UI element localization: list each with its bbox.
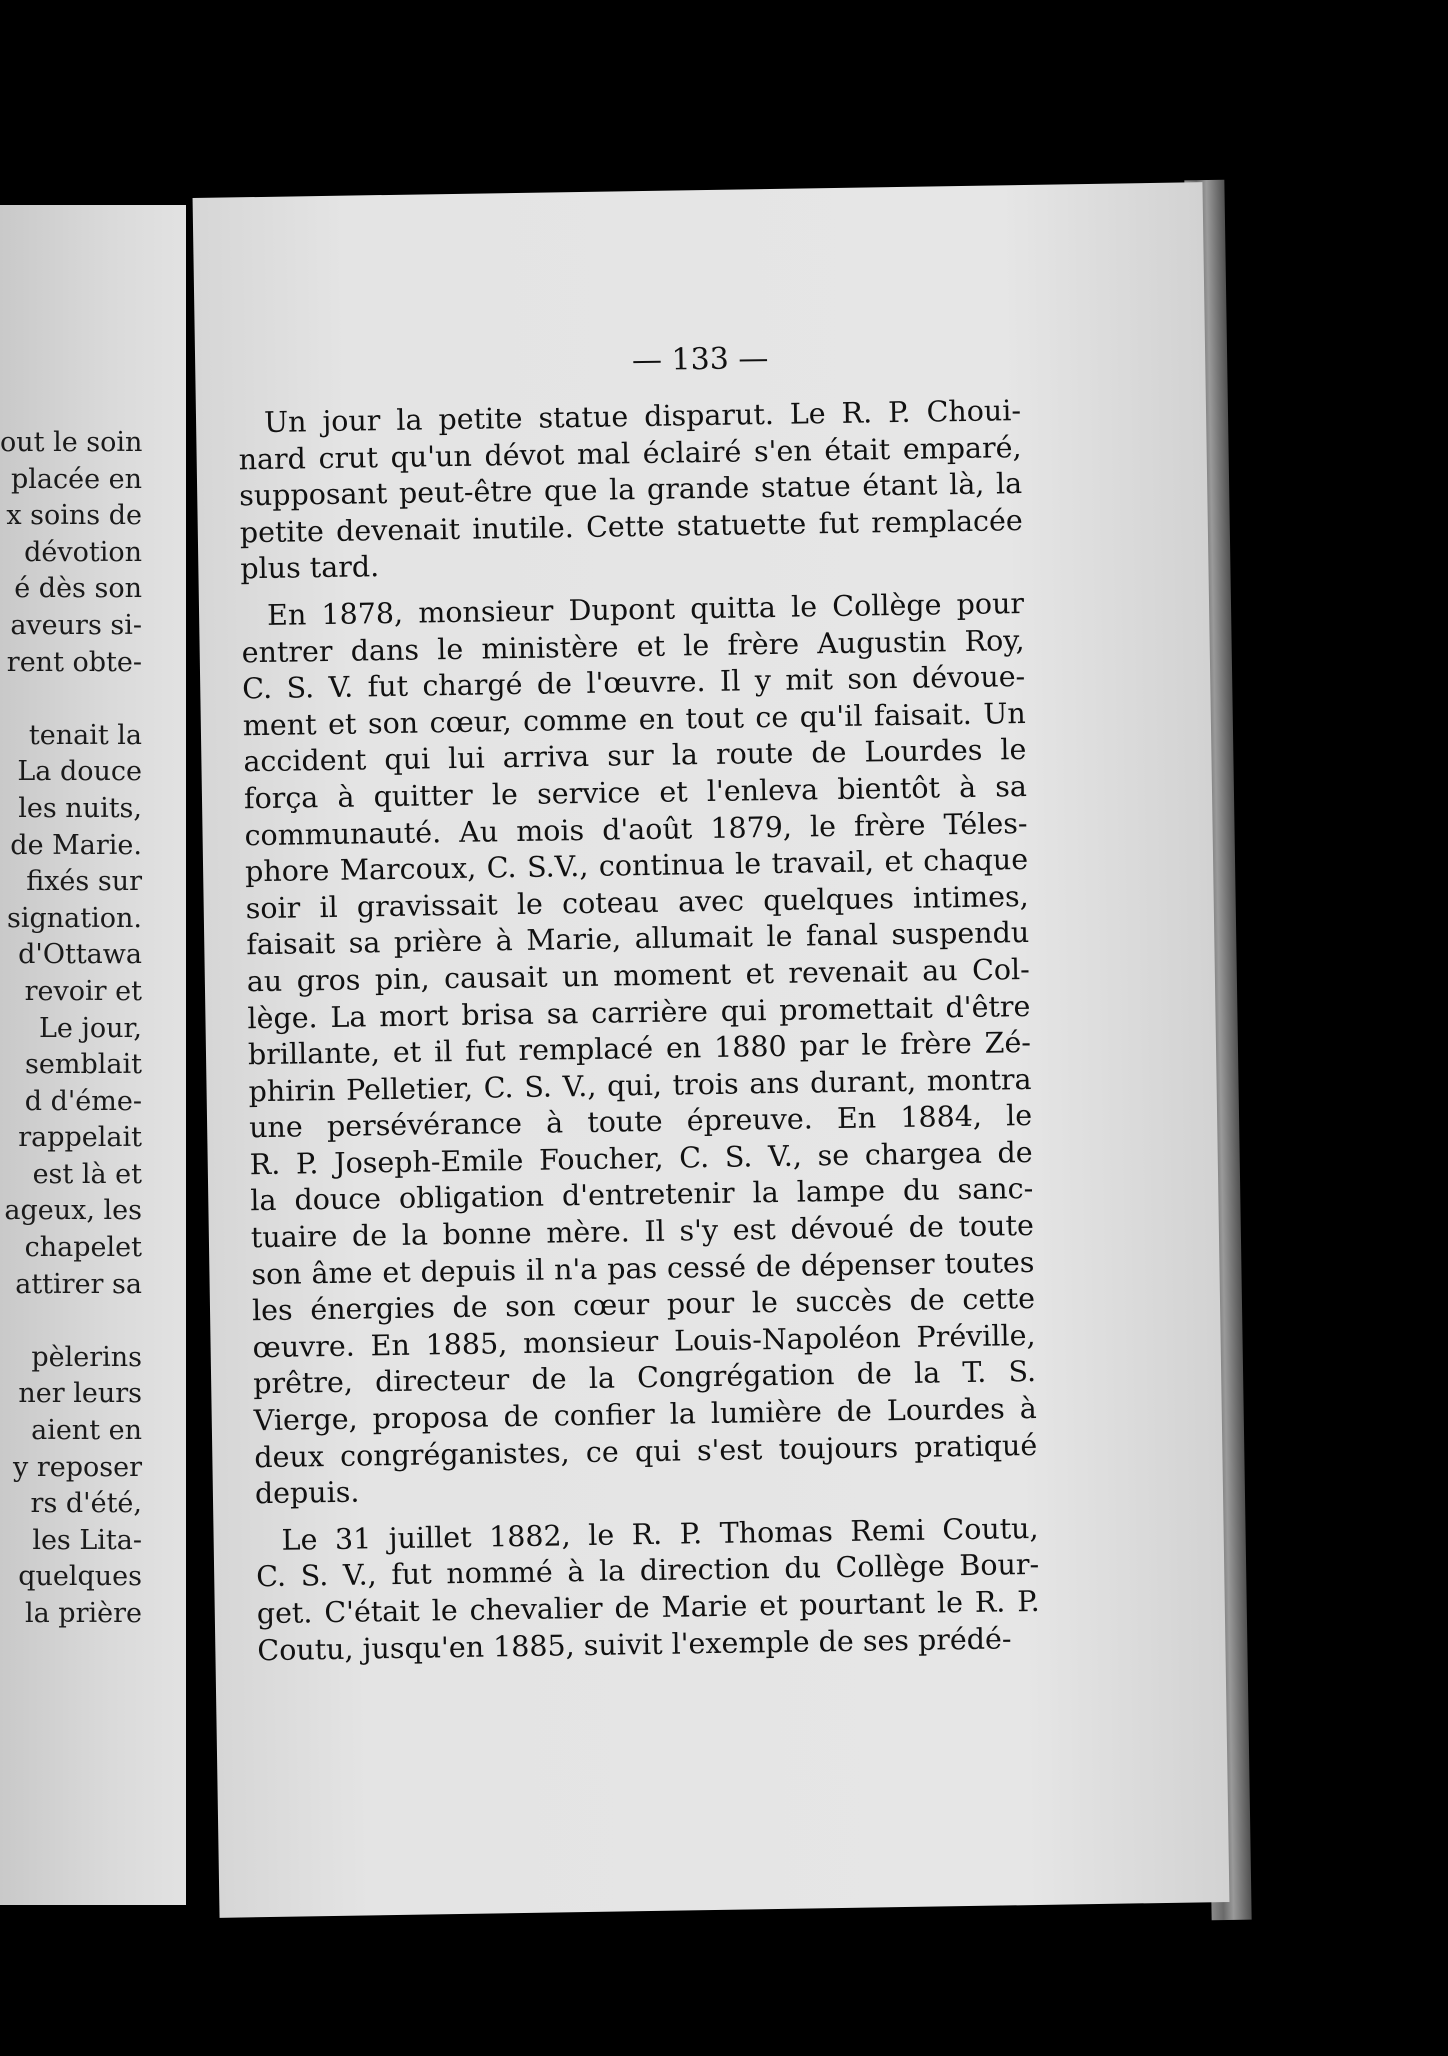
left-text-line: semblait <box>25 1049 142 1081</box>
text-line: accident qui lui arriva sur la route de Lourdes le <box>243 733 1027 779</box>
left-text-line: pèlerins <box>31 1341 142 1373</box>
left-text-line: x soins de <box>6 500 142 532</box>
left-text-line: y reposer <box>12 1451 142 1483</box>
text-line: Vierge, proposa de confier la lumière de Lourdes à <box>253 1391 1037 1438</box>
left-text-line: attirer sa <box>15 1268 142 1300</box>
paragraph <box>238 393 1024 588</box>
text-line: brillante, et il fut remplacé en 1880 par le frère Zé- <box>247 1026 1032 1072</box>
text-line: phirin Pelletier, C. S. V., qui, trois ans durant, montra <box>248 1062 1032 1108</box>
text-line: œuvre. En 1885, monsieur Louis-Napoléon Préville, <box>252 1318 1036 1365</box>
text-line: tuaire de la bonne mère. Il s'y est dévoué de toute <box>250 1209 1035 1255</box>
left-text-line: revoir et <box>24 975 142 1007</box>
text-line: Un jour la petite statue disparut. Le R. P. Choui- <box>263 394 1022 439</box>
left-text-line: placée en <box>10 463 142 495</box>
left-text-line: quelques <box>18 1561 142 1593</box>
left-text-line: rs d'été, <box>30 1488 142 1520</box>
body-text <box>238 393 1041 1669</box>
left-text-line: est là et <box>32 1158 142 1190</box>
left-text-line: la prière <box>24 1598 142 1629</box>
left-text-line: tenait la <box>28 719 142 751</box>
text-line: une persévérance à toute épreuve. En 1884, le <box>248 1099 1033 1145</box>
text-line: entrer dans le ministère et le frère Augustin Roy, <box>241 623 1025 669</box>
text-line: ment et son cœur, comme en tout ce qu'il faisait. Un <box>242 696 1027 743</box>
text-line: la douce obligation d'entretenir la lampe du sanc- <box>250 1172 1034 1218</box>
left-text-line: signation. <box>7 902 142 934</box>
left-page-text <box>0 425 186 1633</box>
left-text-line: out le soin <box>0 427 143 458</box>
left-text-line: d'Ottawa <box>18 939 142 971</box>
left-text-line: rappelait <box>18 1122 142 1154</box>
page-number: — 133 — <box>631 341 769 379</box>
text-line: phore Marcoux, C. S.V., continua le travail, et chaque <box>244 843 1029 889</box>
text-line: deux congréganistes, ce qui s'est toujours pratiqué <box>254 1428 1038 1474</box>
left-text-line: de Marie. <box>10 829 142 861</box>
left-text-line: ageux, les <box>4 1195 142 1227</box>
text-line: plus tard. <box>240 550 380 586</box>
left-text-line: aveurs si- <box>10 609 142 641</box>
left-text-line: d d'éme- <box>24 1085 142 1117</box>
right-page <box>193 182 1230 1918</box>
text-line: depuis. <box>254 1475 360 1511</box>
paragraph <box>255 1511 1040 1670</box>
text-line: lège. La mort brisa sa carrière qui promettait d'être <box>247 989 1031 1035</box>
text-line: communauté. Au mois d'août 1879, le frère Téles- <box>244 806 1028 852</box>
text-line: força à quitter le service et l'enleva bientôt à sa <box>243 769 1028 816</box>
text-line: faisait sa prière à Marie, allumait le fanal suspendu <box>246 916 1030 962</box>
text-line: son âme et depuis il n'a pas cessé de dépenser toutes <box>251 1245 1035 1291</box>
left-text-line: fixés sur <box>26 866 142 898</box>
left-text-line: les nuits, <box>18 792 142 824</box>
left-text-line: dévotion <box>24 536 142 568</box>
text-line: au gros pin, causait un moment et revenait au Col- <box>246 952 1031 999</box>
left-text-line: les Lita- <box>32 1524 142 1556</box>
left-text-line: é dès son <box>14 573 142 605</box>
text-line: supposant peut-être que la grande statue étant là, la <box>238 467 1023 513</box>
text-line: nard crut qu'un dévot mal éclairé s'en était emparé, <box>238 430 1022 476</box>
left-text-line: Le jour, <box>38 1012 142 1044</box>
left-text-line <box>0 1303 186 1340</box>
left-text-line: aient en <box>31 1415 142 1447</box>
text-line: R. P. Joseph-Emile Foucher, C. S. V., se chargea de <box>249 1135 1033 1182</box>
paragraph <box>241 586 1038 1513</box>
left-text-line: rent obte- <box>6 646 142 678</box>
text-line: Le 31 juillet 1882, le R. P. Thomas Remi Coutu, <box>281 1511 1039 1557</box>
text-line: En 1878, monsieur Dupont quitta le Collège pour <box>266 586 1025 632</box>
text-line: C. S. V. fut chargé de l'œuvre. Il y mit son dévoue- <box>242 660 1026 706</box>
left-text-line: La douce <box>17 756 142 788</box>
text-line: prêtre, directeur de la Congrégation de la T. S. <box>252 1355 1037 1401</box>
text-line: petite devenait inutile. Cette statuette fut remplacée <box>239 503 1023 550</box>
text-line: get. C'était le chevalier de Marie et pourtant le R. P. <box>256 1584 1040 1631</box>
left-page <box>0 205 186 1905</box>
left-text-line <box>0 681 186 718</box>
text-line: les énergies de son cœur pour le succès de cette <box>251 1282 1036 1328</box>
text-line: Coutu, jusqu'en 1885, suivit l'exemple de ses prédé- <box>257 1621 1012 1667</box>
left-text-line: ner leurs <box>18 1378 142 1410</box>
text-line: C. S. V., fut nommé à la direction du Collège Bour- <box>255 1548 1040 1594</box>
text-line: soir il gravissait le coteau avec quelques intimes, <box>245 879 1029 926</box>
left-text-line: chapelet <box>24 1232 142 1264</box>
